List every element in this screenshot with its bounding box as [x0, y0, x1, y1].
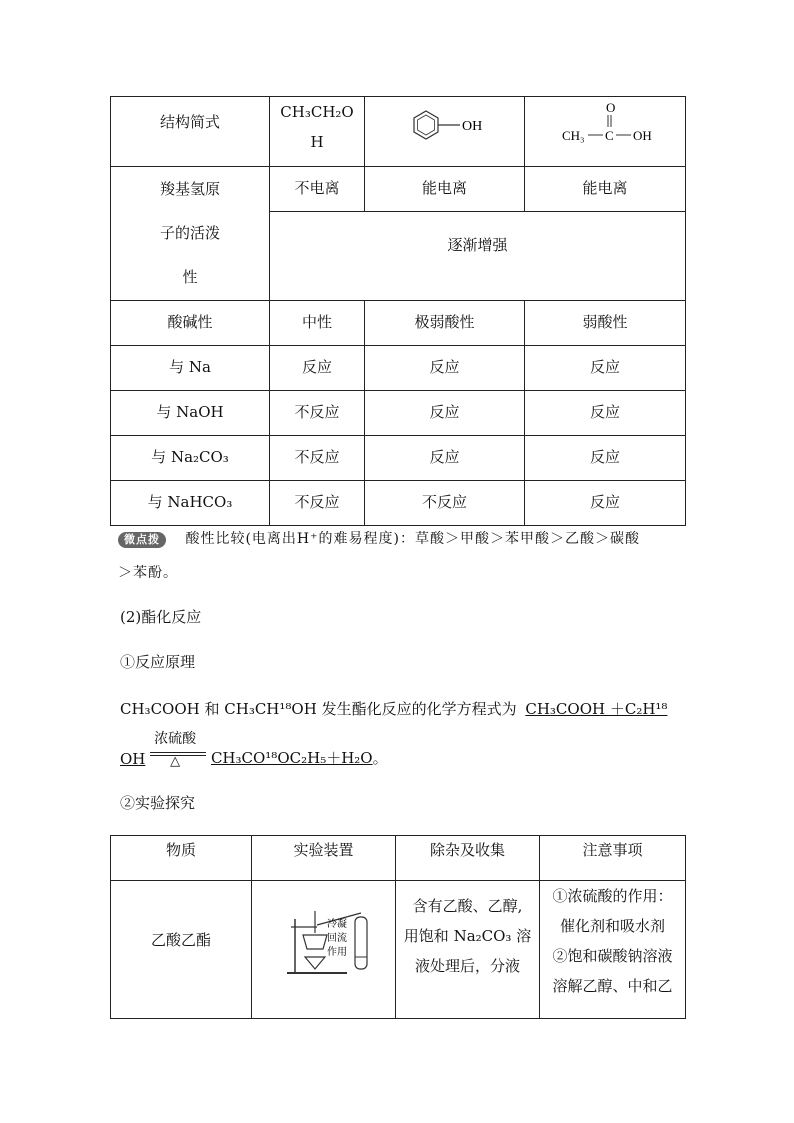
table-header-row: [111, 836, 686, 881]
column-header: 除杂及收集: [396, 836, 540, 881]
table-row: [111, 391, 686, 436]
acid-oh: OH: [633, 128, 652, 143]
experiment-table: [110, 835, 686, 1019]
table-cell: 反应: [270, 346, 365, 391]
table-cell: 反应: [525, 346, 686, 391]
table-cell: 不反应: [270, 436, 365, 481]
column-header: 物质: [111, 836, 252, 881]
apparatus-diagram-icon: [269, 899, 379, 979]
table-row: [111, 301, 686, 346]
acid-c: C: [605, 128, 614, 143]
table-cell: 反应: [365, 436, 525, 481]
subsection-experiment: ②实验探究: [120, 794, 196, 812]
row-label: 与 NaOH: [111, 391, 270, 436]
table-row: [111, 167, 686, 212]
table-cell: 能电离: [525, 167, 686, 212]
column-header: 注意事项: [540, 836, 686, 881]
row-label: 羧基氢原 子的活泼 性: [111, 167, 270, 301]
table-cell: 不反应: [270, 481, 365, 526]
tip-note: [118, 528, 640, 582]
substance-cell: 乙酸乙酯: [111, 881, 252, 1019]
table-cell: 反应: [525, 391, 686, 436]
table-cell: 不反应: [270, 391, 365, 436]
row-label: 酸碱性: [111, 301, 270, 346]
formula-line: CH₃CH₂O: [280, 103, 354, 121]
table-cell: 反应: [525, 436, 686, 481]
apparatus-label: 回流: [326, 933, 347, 944]
section-heading: (2)酯化反应: [120, 608, 202, 626]
apparatus-cell: [252, 881, 396, 1019]
subsection-principle: ①反应原理: [120, 653, 196, 671]
tip-text-cont: ＞苯酚。: [118, 565, 178, 581]
table-cell: 弱酸性: [525, 301, 686, 346]
row-label: 与 Na₂CO₃: [111, 436, 270, 481]
table-cell: 极弱酸性: [365, 301, 525, 346]
table-cell: 能电离: [365, 167, 525, 212]
notes-cell: ①浓硫酸的作用： 催化剂和吸水剂 ②饱和碳酸钠溶液 溶解乙醇、中和乙: [540, 881, 686, 1019]
phenol-oh: OH: [461, 119, 482, 134]
apparatus-label: 作用: [326, 947, 347, 958]
table-row: [111, 881, 686, 1019]
acetic-acid-structure: [525, 97, 686, 167]
ethanol-formula: [270, 97, 365, 167]
tip-badge: 微点拨: [118, 532, 166, 548]
acid-ch3: CH₃: [562, 128, 585, 143]
table-row: [111, 436, 686, 481]
apparatus-label: 冷凝: [326, 919, 347, 930]
equation-line-1: CH₃COOH 和 CH₃CH¹⁸OH 发生酯化反应的化学方程式为 CH₃COOH ＋C₂H¹⁸: [120, 700, 668, 718]
table-row: [111, 481, 686, 526]
table-cell: 反应: [365, 346, 525, 391]
comparison-table: [110, 96, 686, 526]
tip-text: 酸性比较(电离出H⁺的难易程度)：草酸＞甲酸＞苯甲酸＞乙酸＞碳酸: [185, 531, 640, 547]
table-row: [111, 97, 686, 167]
row-label: 与 Na: [111, 346, 270, 391]
acetic-acid-icon: [530, 97, 680, 157]
table-row: [111, 346, 686, 391]
equation-underlined: CH₃COOH ＋C₂H¹⁸: [525, 700, 668, 718]
table-cell: 不电离: [270, 167, 365, 212]
table-cell: 不反应: [365, 481, 525, 526]
equation-line-2: OH 浓硫酸 △ CH₃CO¹⁸OC₂H₅＋H₂O。: [120, 731, 388, 769]
formula-line: H: [310, 133, 324, 151]
phenol-structure: [365, 97, 525, 167]
table-cell: 中性: [270, 301, 365, 346]
purification-cell: 含有乙酸、乙醇, 用饱和 Na₂CO₃ 溶 液处理后，分液: [396, 881, 540, 1019]
acid-o: O: [606, 100, 616, 115]
row-label: 与 NaHCO₃: [111, 481, 270, 526]
phenol-ring-icon: [370, 107, 520, 147]
column-header: 实验装置: [252, 836, 396, 881]
row-label: 结构简式: [111, 97, 270, 167]
trend-cell: 逐渐增强: [270, 212, 686, 301]
reaction-condition: 浓硫酸 △: [150, 730, 206, 768]
table-cell: 反应: [525, 481, 686, 526]
table-cell: 反应: [365, 391, 525, 436]
